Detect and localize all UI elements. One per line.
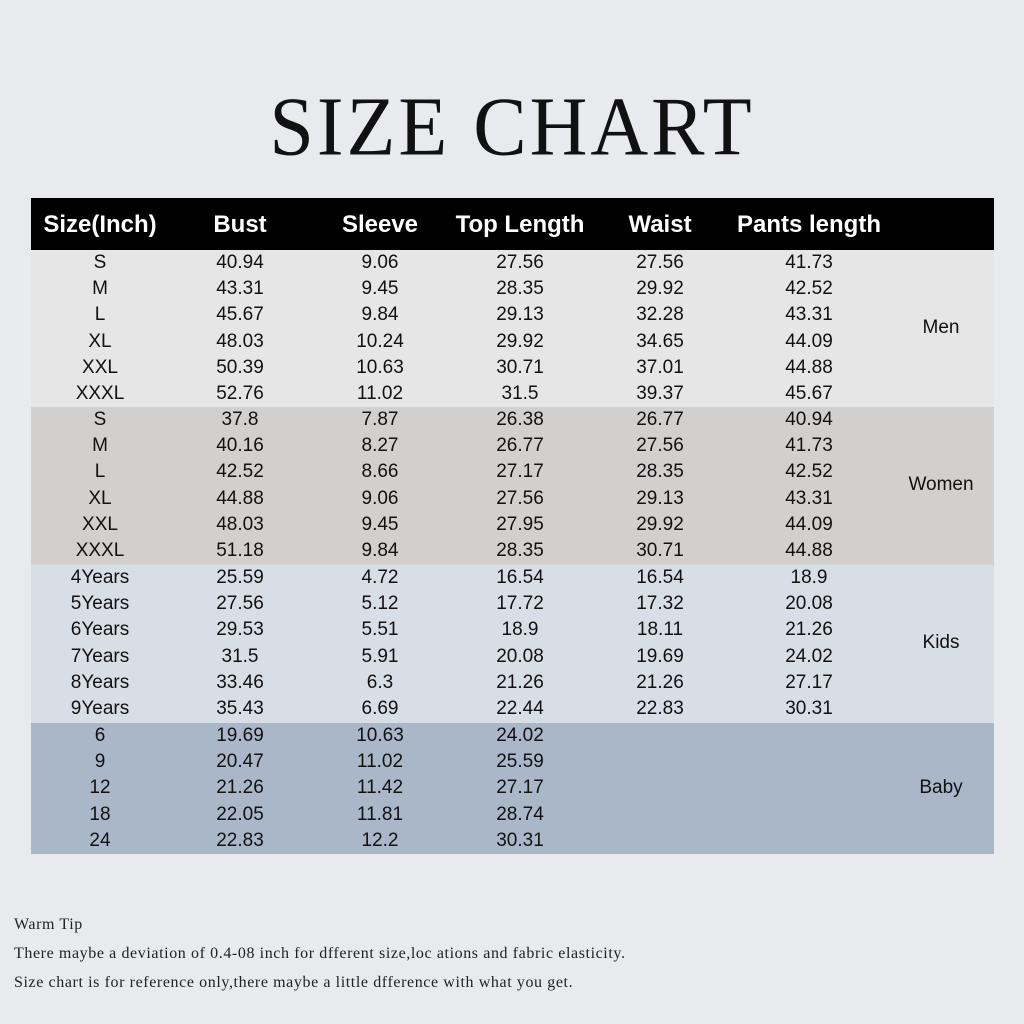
table-header xyxy=(31,198,994,250)
table-cell: 45.67 xyxy=(785,383,833,404)
table-row xyxy=(31,355,994,381)
warm-tip-line-2: Size chart is for reference only,there maybe a little dfference with what you get. xyxy=(14,974,574,991)
table-cell: 27.95 xyxy=(496,513,544,535)
table-cell: 42.52 xyxy=(785,461,833,483)
table-cell: 18.9 xyxy=(790,567,828,588)
table-row xyxy=(31,381,994,407)
table-row xyxy=(31,329,994,355)
table-cell: 7.87 xyxy=(361,409,399,430)
table-cell: 52.76 xyxy=(216,383,264,404)
table-cell: 18.11 xyxy=(636,619,684,641)
table-cell: 20.08 xyxy=(785,593,833,615)
table-cell: 42.52 xyxy=(785,278,833,300)
table-cell: XXXL xyxy=(75,540,125,561)
warm-tip-heading: Warm Tip xyxy=(14,916,83,933)
table-cell: 6.69 xyxy=(361,698,399,719)
table-row xyxy=(31,250,994,276)
table-cell xyxy=(585,723,735,749)
table-cell: 28.35 xyxy=(496,278,544,300)
table-cell: 31.5 xyxy=(221,645,259,667)
table-cell: 17.32 xyxy=(636,593,684,615)
table-cell: 16.54 xyxy=(496,567,544,588)
table-row xyxy=(31,459,994,485)
group-baby xyxy=(31,723,994,854)
group-women xyxy=(31,407,994,565)
table-cell: XL xyxy=(88,330,112,352)
column-header: Waist xyxy=(628,211,692,238)
table-cell: 44.88 xyxy=(785,356,833,378)
table-cell: 10.63 xyxy=(356,725,404,746)
table-cell: 48.03 xyxy=(216,330,264,352)
table-cell: 9.84 xyxy=(361,540,399,561)
table-cell: 5.12 xyxy=(361,593,399,615)
table-cell xyxy=(734,828,884,854)
table-cell: 27.17 xyxy=(785,671,833,693)
table-cell: 8.27 xyxy=(361,435,399,457)
table-row xyxy=(31,617,994,643)
table-cell: 43.31 xyxy=(216,278,264,300)
table-cell: 24 xyxy=(89,829,111,851)
table-cell: 44.09 xyxy=(785,330,833,352)
table-cell xyxy=(734,802,884,828)
table-cell: 11.81 xyxy=(356,803,404,825)
table-cell: 29.92 xyxy=(636,513,684,535)
table-cell: S xyxy=(93,409,107,430)
table-cell: 28.74 xyxy=(496,803,544,825)
table-cell: 30.31 xyxy=(496,829,544,851)
table-cell: 25.59 xyxy=(216,567,264,588)
table-cell: 11.42 xyxy=(356,777,404,799)
table-row xyxy=(31,538,994,564)
table-cell: 5.51 xyxy=(361,619,399,641)
column-header: Size(Inch) xyxy=(43,211,157,238)
table-cell: 9.45 xyxy=(361,278,399,300)
table-cell: 26.77 xyxy=(636,409,684,430)
table-cell: 33.46 xyxy=(216,671,264,693)
group-men xyxy=(31,250,994,407)
table-cell: 29.92 xyxy=(636,278,684,300)
table-cell: 44.88 xyxy=(785,540,833,561)
table-cell: XXL xyxy=(82,513,118,535)
group-kids xyxy=(31,565,994,723)
table-cell: 32.28 xyxy=(636,304,684,326)
table-cell xyxy=(734,775,884,801)
table-cell: 27.56 xyxy=(496,252,544,273)
table-cell: 44.88 xyxy=(216,487,264,509)
table-cell xyxy=(585,775,735,801)
table-cell: 29.53 xyxy=(216,619,264,641)
table-cell: 35.43 xyxy=(216,698,264,719)
table-cell: 10.63 xyxy=(356,356,404,378)
table-cell: XL xyxy=(88,487,112,509)
table-cell: 21.26 xyxy=(496,671,544,693)
table-cell: 37.01 xyxy=(636,356,684,378)
table-cell: 39.37 xyxy=(636,383,684,404)
table-row xyxy=(31,407,994,433)
table-cell: 4.72 xyxy=(361,567,399,588)
table-cell: 31.5 xyxy=(501,383,539,404)
table-row xyxy=(31,486,994,512)
table-cell xyxy=(734,749,884,775)
table-row xyxy=(31,828,994,854)
table-cell: 25.59 xyxy=(496,751,544,773)
table-cell: 24.02 xyxy=(496,725,544,746)
table-row xyxy=(31,591,994,617)
table-cell: 45.67 xyxy=(216,304,264,326)
table-cell: 20.47 xyxy=(216,751,264,773)
table-cell xyxy=(585,802,735,828)
table-cell: M xyxy=(92,278,108,300)
table-row xyxy=(31,670,994,696)
table-cell: 40.16 xyxy=(216,435,264,457)
table-cell: 28.35 xyxy=(636,461,684,483)
table-cell: 40.94 xyxy=(785,409,833,430)
table-row xyxy=(31,565,994,591)
column-header: Bust xyxy=(213,211,267,238)
column-header: Pants length xyxy=(736,211,881,238)
table-cell: 21.26 xyxy=(636,671,684,693)
table-cell: 11.02 xyxy=(356,383,404,404)
table-cell: 27.56 xyxy=(496,487,544,509)
table-cell: 4Years xyxy=(70,567,130,588)
table-row xyxy=(31,723,994,749)
table-cell: 8.66 xyxy=(361,461,399,483)
table-cell: 9 xyxy=(94,751,106,773)
table-cell: 12.2 xyxy=(361,829,399,851)
table-cell: XXL xyxy=(82,356,118,378)
table-cell: 22.44 xyxy=(496,698,544,719)
table-cell: 6Years xyxy=(70,619,130,641)
table-cell: 21.26 xyxy=(216,777,264,799)
group-label-men: Men xyxy=(922,317,960,338)
table-cell: 9.84 xyxy=(361,304,399,326)
table-cell: 29.92 xyxy=(496,330,544,352)
table-cell xyxy=(585,749,735,775)
table-cell: 43.31 xyxy=(785,487,833,509)
table-cell: 50.39 xyxy=(216,356,264,378)
table-cell: 18.9 xyxy=(501,619,539,641)
table-cell: 22.83 xyxy=(636,698,684,719)
table-cell: 6.3 xyxy=(366,671,394,693)
table-row xyxy=(31,749,994,775)
table-cell: 44.09 xyxy=(785,513,833,535)
table-cell: 27.56 xyxy=(636,435,684,457)
table-cell: 12 xyxy=(89,777,111,799)
table-cell: 8Years xyxy=(70,671,130,693)
table-cell: 30.71 xyxy=(636,540,684,561)
table-cell: 28.35 xyxy=(496,540,544,561)
table-row xyxy=(31,802,994,828)
table-cell xyxy=(585,828,735,854)
column-header: Top Length xyxy=(455,211,585,238)
table-cell: 9Years xyxy=(70,698,130,719)
table-cell: 5.91 xyxy=(361,645,399,667)
table-cell: S xyxy=(93,252,107,273)
group-label-kids: Kids xyxy=(922,632,960,653)
table-cell: 40.94 xyxy=(216,252,264,273)
table-cell: 27.56 xyxy=(636,252,684,273)
table-cell: 18 xyxy=(89,803,111,825)
table-cell: 11.02 xyxy=(356,751,404,773)
table-cell: 37.8 xyxy=(221,409,259,430)
table-cell: 29.13 xyxy=(496,304,544,326)
table-row xyxy=(31,433,994,459)
table-cell: 30.31 xyxy=(785,698,833,719)
table-row xyxy=(31,696,994,722)
page-title: SIZE CHART xyxy=(269,80,755,174)
table-row xyxy=(31,512,994,538)
table-cell: XXXL xyxy=(75,383,125,404)
table-cell: 27.17 xyxy=(496,461,544,483)
table-cell: 22.05 xyxy=(216,803,264,825)
table-cell: 43.31 xyxy=(785,304,833,326)
table-cell: 6 xyxy=(94,725,106,746)
table-cell: 24.02 xyxy=(785,645,833,667)
table-row xyxy=(31,775,994,801)
table-cell: 19.69 xyxy=(636,645,684,667)
table-row xyxy=(31,302,994,328)
group-label-women: Women xyxy=(908,474,974,495)
table-cell: 16.54 xyxy=(636,567,684,588)
table-cell: 27.17 xyxy=(496,777,544,799)
table-cell: 26.38 xyxy=(496,409,544,430)
warm-tip-line-1: There maybe a deviation of 0.4-08 inch for dfferent size,loc ations and fabric elasticity. xyxy=(14,945,626,962)
table-row xyxy=(31,276,994,302)
table-cell: M xyxy=(92,435,108,457)
table-cell: 30.71 xyxy=(496,356,544,378)
group-label-baby: Baby xyxy=(919,777,963,798)
table-cell: 21.26 xyxy=(785,619,833,641)
table-cell: 48.03 xyxy=(216,513,264,535)
table-cell: 29.13 xyxy=(636,487,684,509)
table-cell: 19.69 xyxy=(216,725,264,746)
table-cell: 9.06 xyxy=(361,487,399,509)
table-cell: 5Years xyxy=(70,593,130,615)
table-cell: 9.06 xyxy=(361,252,399,273)
table-cell: 41.73 xyxy=(785,252,833,273)
size-table xyxy=(31,198,994,854)
table-cell: 51.18 xyxy=(216,540,264,561)
table-cell: 17.72 xyxy=(496,593,544,615)
table-cell: 34.65 xyxy=(636,330,684,352)
table-cell: 7Years xyxy=(70,645,130,667)
table-row xyxy=(31,644,994,670)
table-cell: 41.73 xyxy=(785,435,833,457)
table-cell: L xyxy=(94,304,106,326)
table-cell: 42.52 xyxy=(216,461,264,483)
table-cell: 10.24 xyxy=(356,330,404,352)
table-cell: 9.45 xyxy=(361,513,399,535)
table-cell: 22.83 xyxy=(216,829,264,851)
table-cell xyxy=(734,723,884,749)
table-cell: 26.77 xyxy=(496,435,544,457)
table-cell: L xyxy=(94,461,106,483)
column-header: Sleeve xyxy=(341,211,419,238)
table-cell: 27.56 xyxy=(216,593,264,615)
table-cell: 20.08 xyxy=(496,645,544,667)
